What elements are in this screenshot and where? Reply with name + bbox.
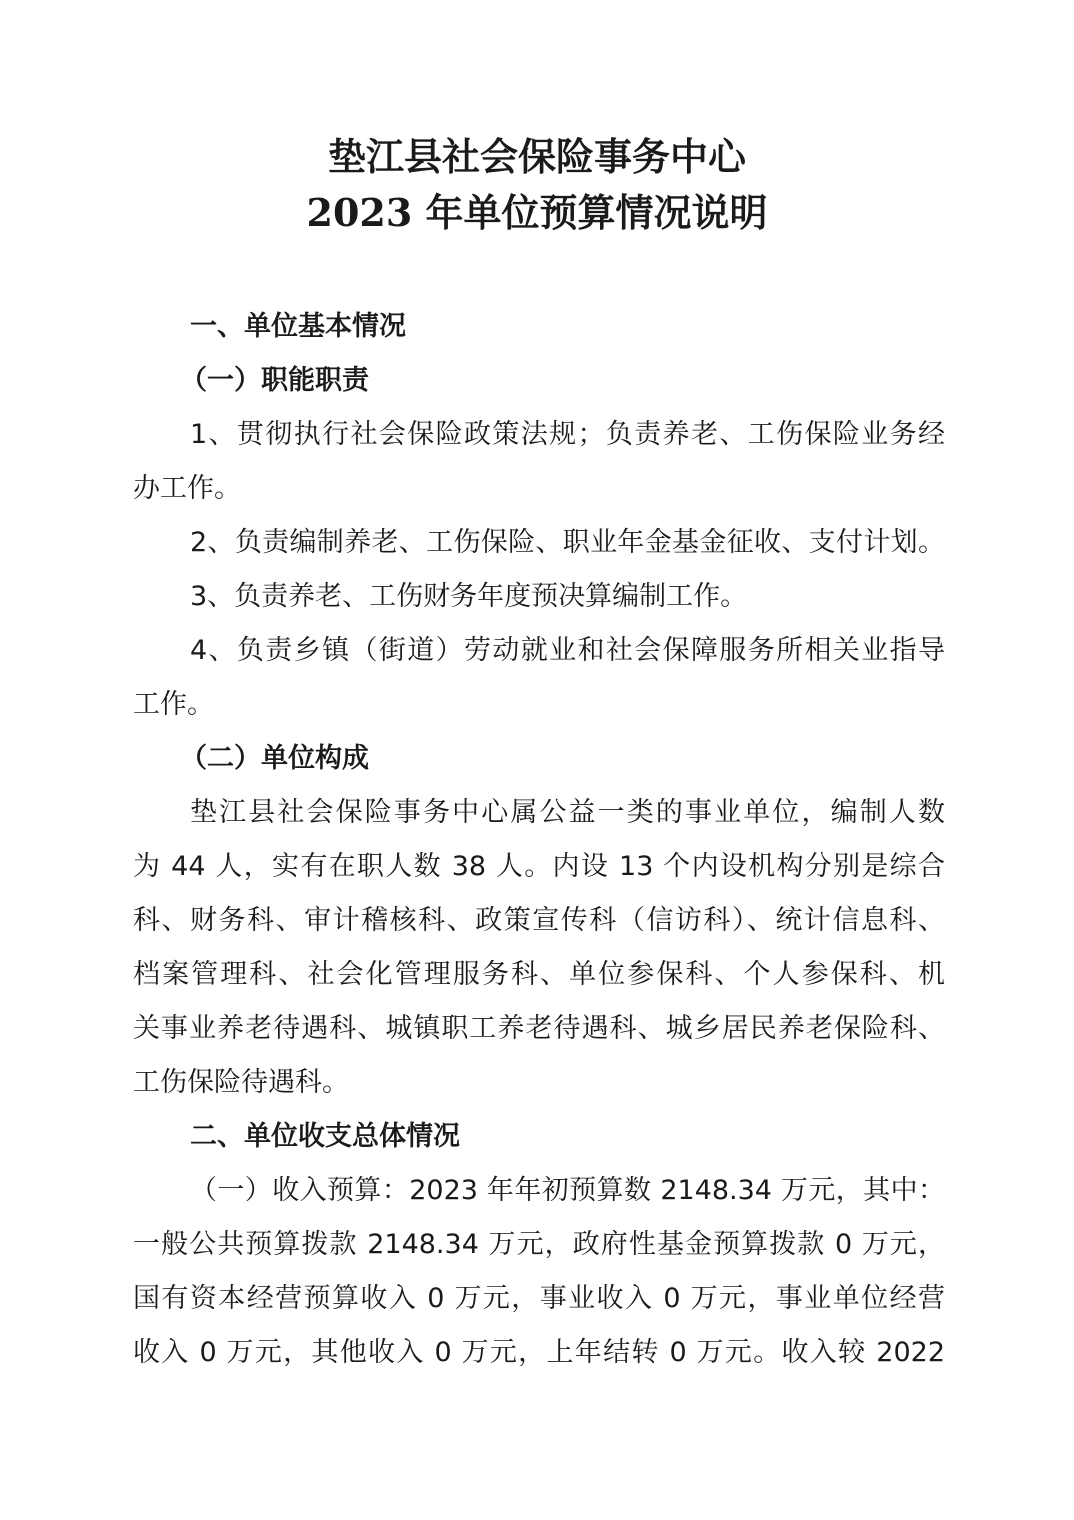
duty1-line1: 1、贯彻执行社会保险政策法规；负责养老、工伤保险业务经	[190, 419, 945, 450]
composition-line1: 垫江县社会保险事务中心属公益一类的事业单位，编制人数	[190, 797, 945, 828]
section1-heading: 一、单位基本情况	[190, 311, 406, 342]
subsection1-heading: （一）职能职责	[180, 365, 369, 396]
composition-line2: 为 44 人，实有在职人数 38 人。内设 13 个内设机构分别是综合	[133, 851, 945, 882]
income-line1: （一）收入预算：2023 年年初预算数 2148.34 万元，其中：	[190, 1175, 945, 1206]
income-line3: 国有资本经营预算收入 0 万元，事业收入 0 万元，事业单位经营	[133, 1283, 945, 1314]
duty2: 2、负责编制养老、工伤保险、职业年金基金征收、支付计划。	[190, 527, 945, 558]
composition-line6: 工伤保险待遇科。	[133, 1067, 349, 1098]
document-title-line2: 2023 年单位预算情况说明	[306, 190, 768, 235]
subsection2-heading: （二）单位构成	[180, 743, 369, 774]
duty4-line1: 4、负责乡镇（街道）劳动就业和社会保障服务所相关业指导	[190, 635, 945, 666]
section2-heading: 二、单位收支总体情况	[190, 1121, 460, 1152]
duty3: 3、负责养老、工伤财务年度预决算编制工作。	[190, 581, 748, 612]
document-title-line1: 垫江县社会保险事务中心	[327, 134, 746, 179]
composition-line3: 科、财务科、审计稽核科、政策宣传科（信访科）、统计信息科、	[133, 905, 945, 936]
duty4-line2: 工作。	[133, 689, 214, 720]
composition-line4: 档案管理科、社会化管理服务科、单位参保科、个人参保科、机	[133, 959, 945, 990]
composition-line5: 关事业养老待遇科、城镇职工养老待遇科、城乡居民养老保险科、	[133, 1013, 945, 1044]
income-line2: 一般公共预算拨款 2148.34 万元，政府性基金预算拨款 0 万元，	[133, 1229, 945, 1260]
income-line4: 收入 0 万元，其他收入 0 万元，上年结转 0 万元。收入较 2022	[133, 1337, 945, 1368]
duty1-line2: 办工作。	[133, 473, 241, 504]
